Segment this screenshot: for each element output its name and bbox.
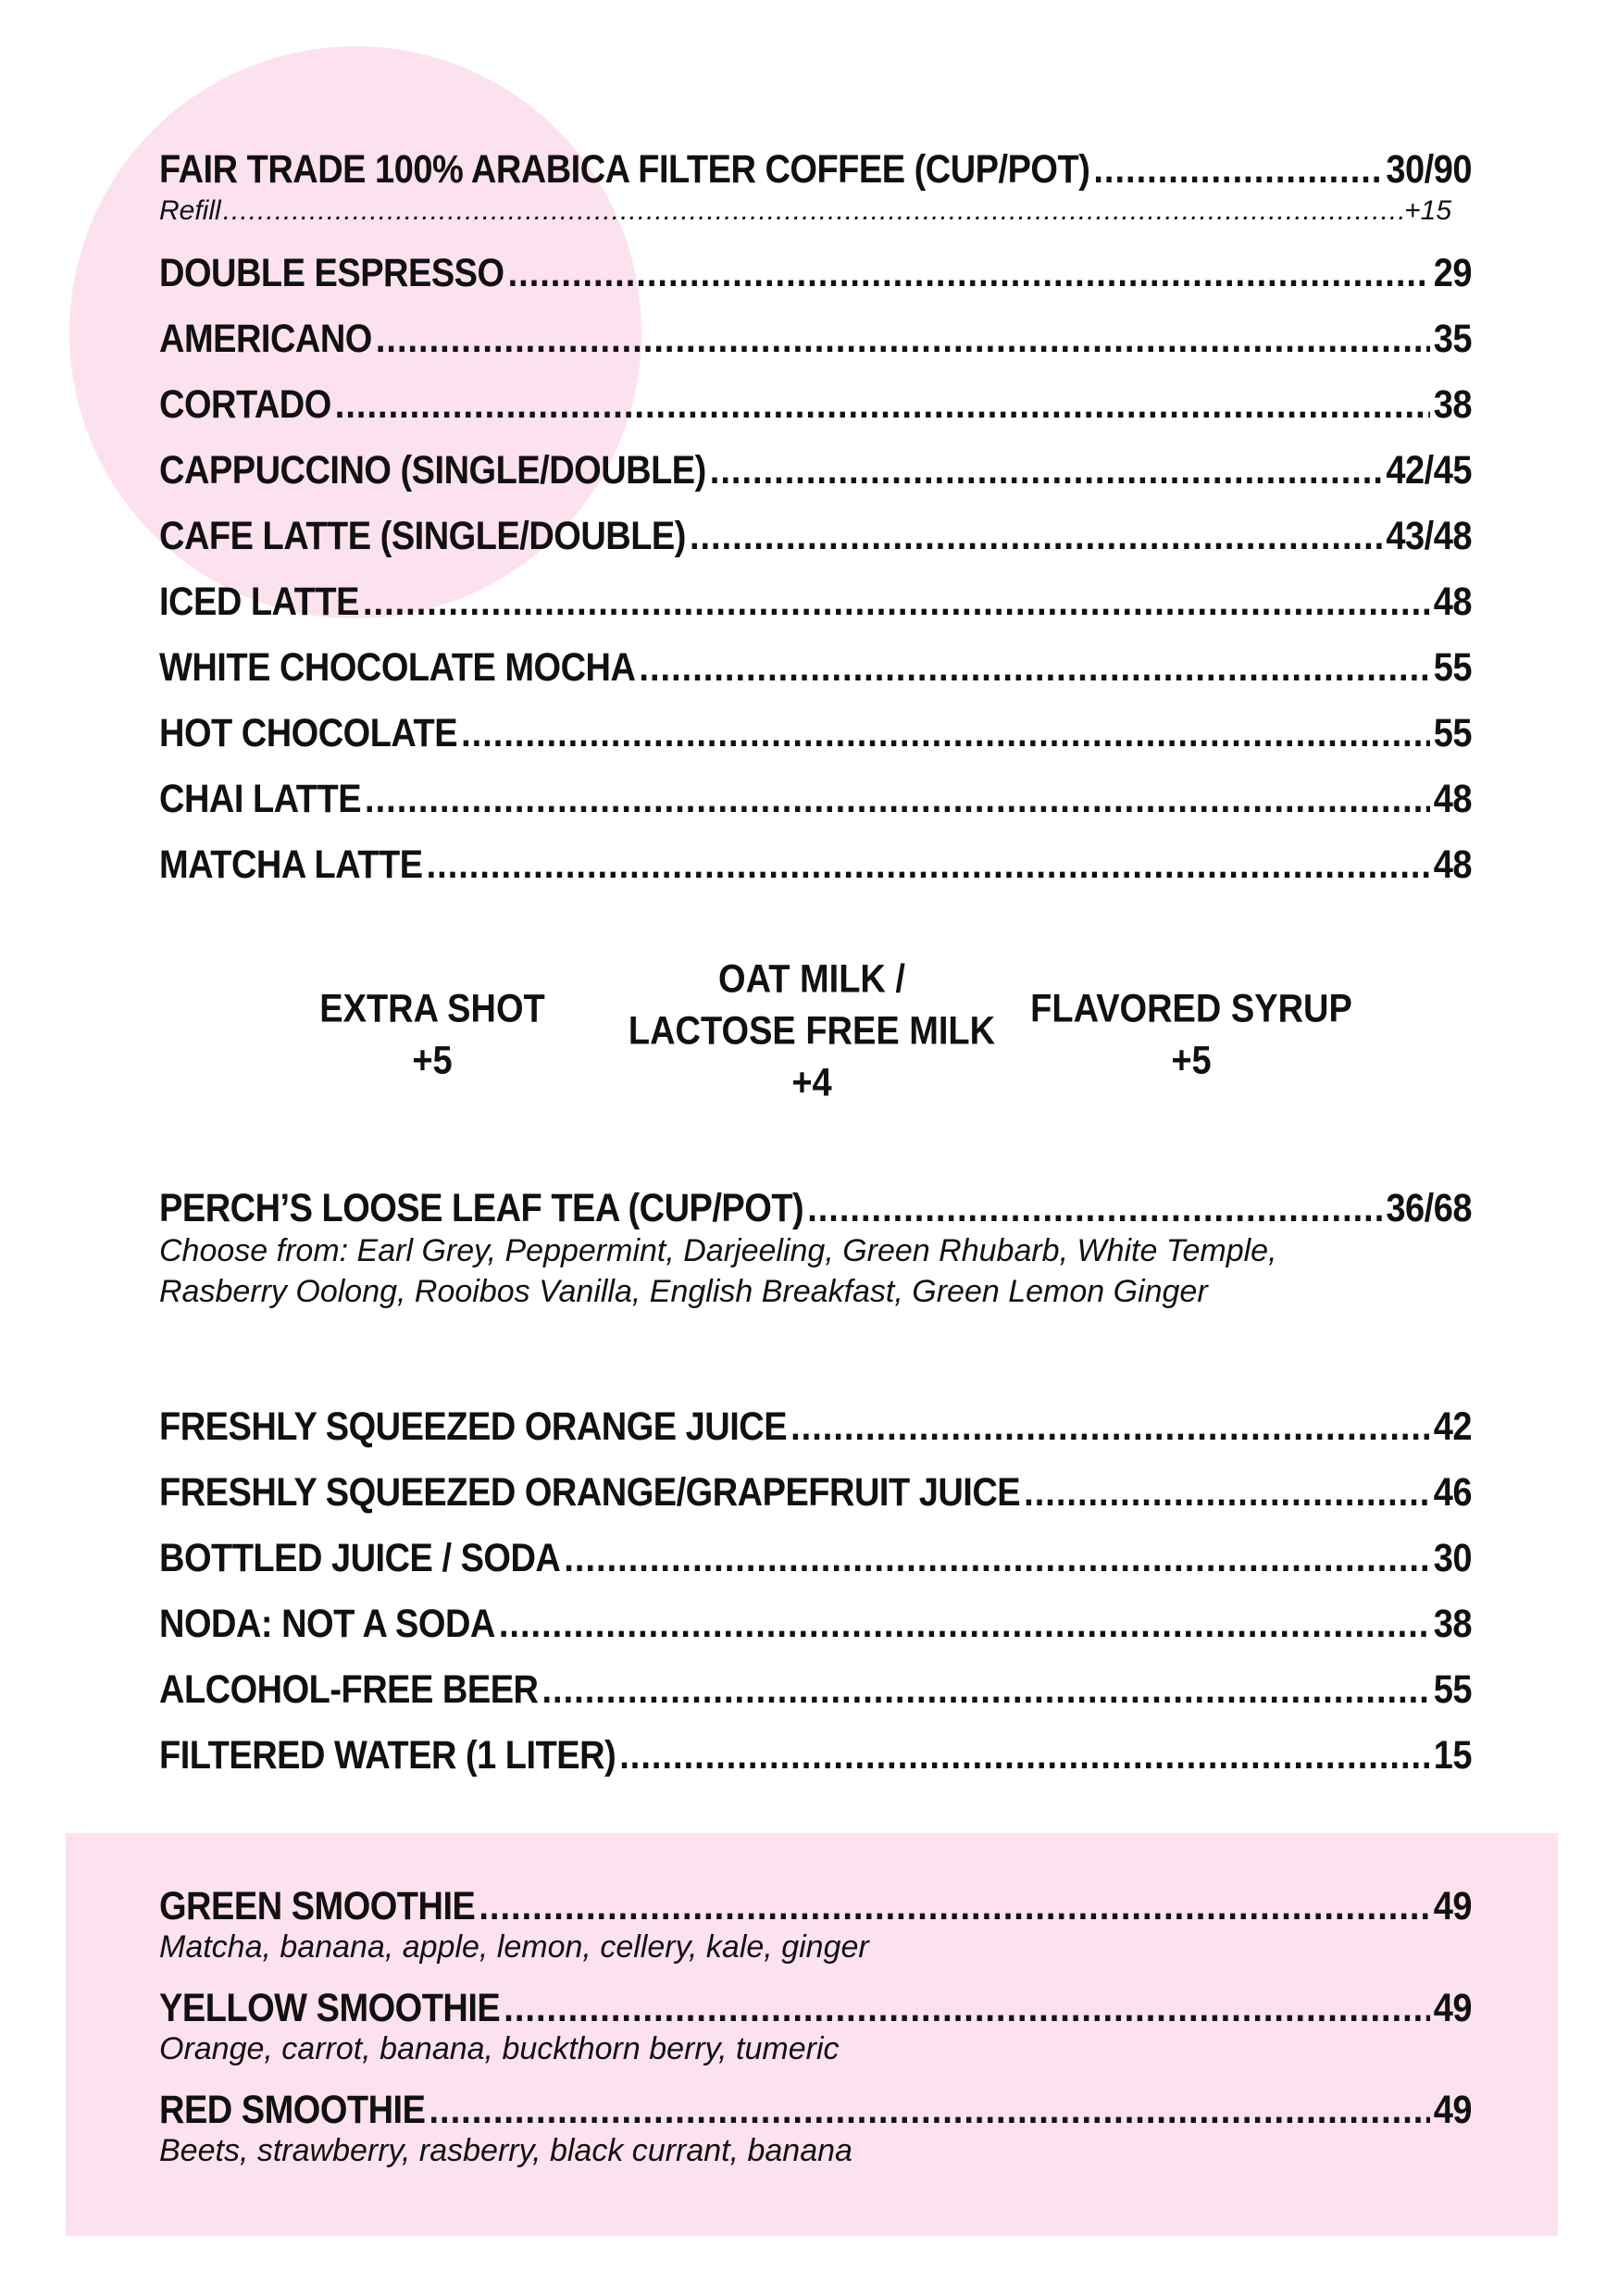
addon-oat-milk bbox=[622, 954, 1002, 1109]
item-price: 15 bbox=[1433, 1734, 1472, 1778]
menu-item-filtered-water bbox=[159, 1734, 1472, 1778]
dot-leader bbox=[619, 1734, 1429, 1778]
menu-item-cortado bbox=[159, 383, 1472, 428]
menu-item-orange-grapefruit-juice bbox=[159, 1471, 1472, 1516]
menu-item-filter-coffee bbox=[159, 148, 1472, 227]
item-name: FRESHLY SQUEEZED ORANGE/GRAPEFRUIT JUICE bbox=[159, 1471, 1021, 1516]
menu-item-cappuccino bbox=[159, 449, 1472, 493]
item-name: CORTADO bbox=[159, 383, 331, 428]
menu-item-double-espresso bbox=[159, 252, 1472, 296]
item-name: ICED LATTE bbox=[159, 580, 359, 625]
menu-item-noda bbox=[159, 1603, 1472, 1647]
addon-label: FLAVORED SYRUP bbox=[1030, 987, 1352, 1031]
dot-leader bbox=[790, 1405, 1430, 1450]
refill-price: +15 bbox=[1404, 195, 1451, 226]
item-name: GREEN SMOOTHIE bbox=[159, 1885, 476, 1929]
item-name: RED SMOOTHIE bbox=[159, 2089, 426, 2133]
menu-item-orange-juice bbox=[159, 1405, 1472, 1450]
item-price: 38 bbox=[1433, 1603, 1472, 1647]
dot-leader bbox=[542, 1668, 1430, 1713]
menu-item-iced-latte bbox=[159, 580, 1472, 625]
addon-price: +5 bbox=[1171, 1039, 1212, 1083]
item-price: 30 bbox=[1433, 1537, 1472, 1581]
menu-item-alcohol-free-beer bbox=[159, 1668, 1472, 1713]
dot-leader bbox=[1093, 148, 1382, 193]
item-price: 49 bbox=[1433, 2089, 1472, 2133]
item-description: Matcha, banana, apple, lemon, cellery, kale, ginger bbox=[159, 1929, 869, 1965]
dot-leader bbox=[223, 195, 1402, 227]
menu-item-americano bbox=[159, 318, 1472, 362]
menu-item-chai-latte bbox=[159, 778, 1472, 822]
dot-leader bbox=[690, 515, 1382, 559]
item-price: 38 bbox=[1433, 383, 1472, 428]
item-name: BOTTLED JUICE / SODA bbox=[159, 1537, 561, 1581]
item-price: 42/45 bbox=[1386, 449, 1472, 493]
addon-flavored-syrup bbox=[1020, 983, 1363, 1087]
addon-extra-shot bbox=[289, 983, 576, 1087]
item-name: AMERICANO bbox=[159, 318, 372, 362]
item-price: 43/48 bbox=[1386, 515, 1472, 559]
item-name: CAFE LATTE (SINGLE/DOUBLE) bbox=[159, 515, 686, 559]
item-name: FAIR TRADE 100% ARABICA FILTER COFFEE (CUP/POT) bbox=[159, 148, 1090, 193]
menu-item-bottled-juice-soda bbox=[159, 1537, 1472, 1581]
item-price: 48 bbox=[1433, 778, 1472, 822]
item-price: 49 bbox=[1433, 1987, 1472, 2031]
tea-options-line-1: Choose from: Earl Grey, Peppermint, Darjeeling, Green Rhubarb, White Temple, bbox=[159, 1233, 1277, 1268]
menu-item-hot-chocolate bbox=[159, 712, 1472, 756]
menu-item-green-smoothie bbox=[159, 1885, 1472, 1967]
dot-leader bbox=[363, 580, 1430, 625]
menu-item-loose-leaf-tea bbox=[159, 1187, 1472, 1312]
menu-item-cafe-latte bbox=[159, 515, 1472, 559]
menu-item-red-smoothie bbox=[159, 2089, 1472, 2171]
menu-item-yellow-smoothie bbox=[159, 1987, 1472, 2069]
item-price: 46 bbox=[1433, 1471, 1472, 1516]
item-name: MATCHA LATTE bbox=[159, 843, 423, 888]
addon-label: OAT MILK / bbox=[718, 957, 905, 1002]
dot-leader bbox=[639, 646, 1429, 691]
item-description: Beets, strawberry, rasberry, black currant, banana bbox=[159, 2133, 853, 2168]
item-name: WHITE CHOCOLATE MOCHA bbox=[159, 646, 636, 691]
item-price: 30/90 bbox=[1386, 148, 1472, 193]
item-price: 55 bbox=[1433, 1668, 1472, 1713]
item-name: DOUBLE ESPRESSO bbox=[159, 252, 504, 296]
item-name: CHAI LATTE bbox=[159, 778, 362, 822]
item-description: Orange, carrot, banana, buckthorn berry, tumeric bbox=[159, 2031, 840, 2066]
item-price: 49 bbox=[1433, 1885, 1472, 1929]
item-price: 36/68 bbox=[1386, 1187, 1472, 1231]
dot-leader bbox=[365, 778, 1430, 822]
item-name: CAPPUCCINO (SINGLE/DOUBLE) bbox=[159, 449, 706, 493]
dot-leader bbox=[427, 843, 1430, 888]
item-name: FILTERED WATER (1 LITER) bbox=[159, 1734, 616, 1778]
dot-leader bbox=[461, 712, 1430, 756]
item-name: FRESHLY SQUEEZED ORANGE JUICE bbox=[159, 1405, 788, 1450]
item-name: ALCOHOL-FREE BEER bbox=[159, 1668, 539, 1713]
tea-options-line-2: Rasberry Oolong, Rooibos Vanilla, English Breakfast, Green Lemon Ginger bbox=[159, 1274, 1208, 1309]
addon-label-2: LACTOSE FREE MILK bbox=[628, 1009, 996, 1054]
dot-leader bbox=[479, 1885, 1429, 1929]
dot-leader bbox=[335, 383, 1430, 428]
menu-item-matcha-latte bbox=[159, 843, 1472, 888]
item-price: 29 bbox=[1433, 252, 1472, 296]
dot-leader bbox=[807, 1187, 1382, 1231]
dot-leader bbox=[508, 252, 1430, 296]
addon-price: +5 bbox=[412, 1039, 453, 1083]
dot-leader bbox=[504, 1987, 1429, 2031]
dot-leader bbox=[499, 1603, 1430, 1647]
item-price: 55 bbox=[1433, 712, 1472, 756]
item-price: 35 bbox=[1433, 318, 1472, 362]
refill-label: Refill bbox=[159, 195, 221, 226]
item-price: 48 bbox=[1433, 580, 1472, 625]
item-name: PERCH’S LOOSE LEAF TEA (CUP/POT) bbox=[159, 1187, 804, 1231]
item-price: 48 bbox=[1433, 843, 1472, 888]
addon-price: +4 bbox=[791, 1061, 832, 1105]
menu-item-white-chocolate-mocha bbox=[159, 646, 1472, 691]
item-name: NODA: NOT A SODA bbox=[159, 1603, 495, 1647]
dot-leader bbox=[564, 1537, 1429, 1581]
item-price: 55 bbox=[1433, 646, 1472, 691]
addon-label: EXTRA SHOT bbox=[319, 987, 545, 1031]
item-name: HOT CHOCOLATE bbox=[159, 712, 458, 756]
dot-leader bbox=[376, 318, 1430, 362]
dot-leader bbox=[1024, 1471, 1430, 1516]
item-name: YELLOW SMOOTHIE bbox=[159, 1987, 501, 2031]
dot-leader bbox=[429, 2089, 1429, 2133]
item-price: 42 bbox=[1433, 1405, 1472, 1450]
dot-leader bbox=[710, 449, 1383, 493]
